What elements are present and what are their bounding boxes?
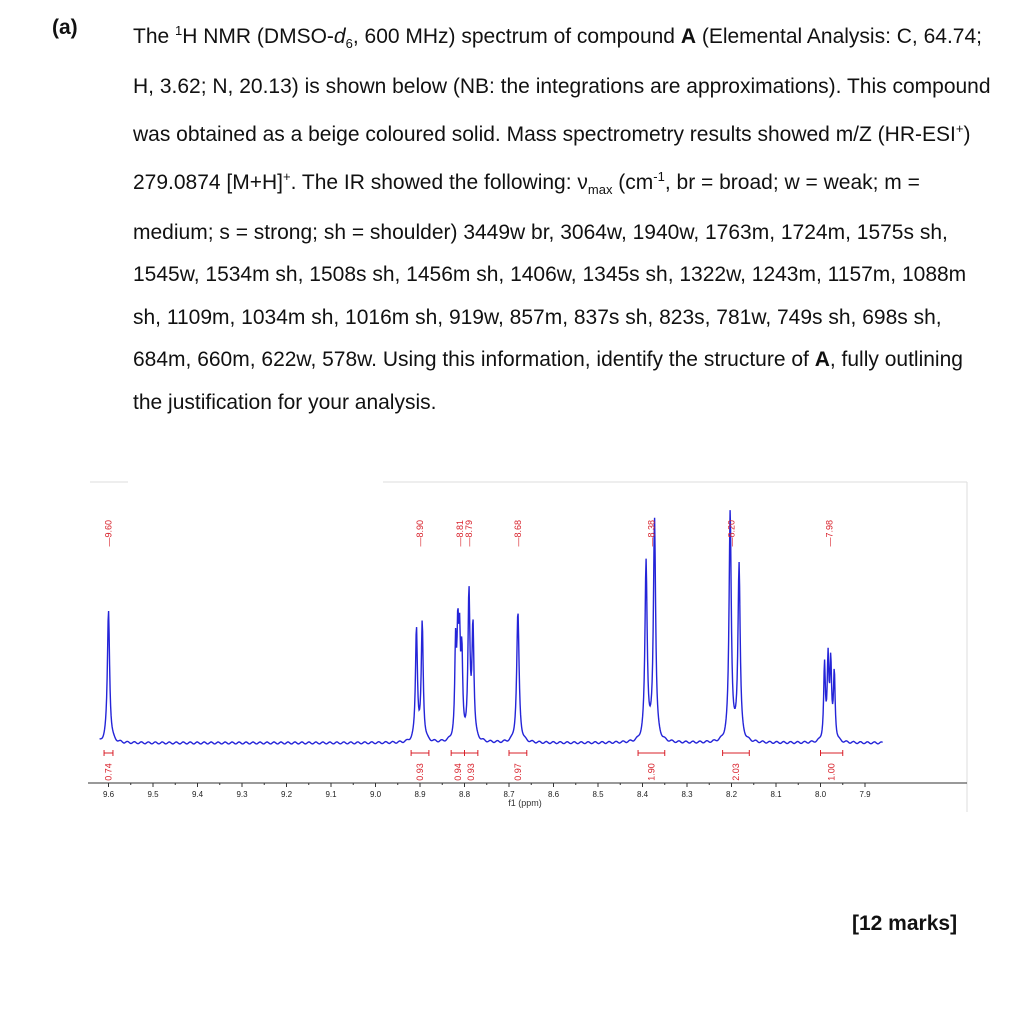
x-axis-label: f1 (ppm) (508, 798, 542, 808)
integration-value: 0.94 (452, 763, 463, 781)
integration-value: 0.93 (415, 763, 425, 781)
integration-value: 2.03 (730, 763, 741, 781)
peak-label (727, 520, 737, 547)
x-tick-label: 9.5 (147, 790, 159, 799)
integration-region (509, 750, 527, 781)
integration-value: 1.00 (826, 763, 837, 781)
integration-value: 1.90 (646, 763, 657, 781)
question-text (133, 10, 993, 424)
integration-value: 0.74 (103, 763, 114, 781)
peak-label-text: —8.90 (415, 520, 425, 547)
x-tick-label: 8.5 (592, 790, 604, 799)
peak-label-text: —8.38 (646, 520, 657, 547)
x-tick-label: 9.3 (236, 790, 248, 799)
peak-label (415, 520, 425, 547)
x-tick-label: 7.9 (859, 790, 871, 799)
integration-value: 0.93 (466, 763, 477, 781)
x-tick-label: 9.4 (191, 790, 204, 799)
x-tick-label: 9.6 (102, 790, 115, 799)
nmr-spectrum-chart (0, 470, 1011, 830)
integration-region (451, 750, 464, 781)
x-axis-ticks (103, 783, 871, 799)
peak-label (824, 520, 834, 547)
compound-label: A (814, 348, 830, 372)
peak-label (513, 520, 523, 547)
x-tick-label: 8.0 (814, 790, 827, 799)
question-label: (a) (52, 16, 78, 39)
x-tick-label: 9.1 (325, 790, 337, 799)
integration-region (821, 750, 843, 781)
peak-label-text: —8.68 (512, 520, 523, 547)
x-tick-label: 8.9 (414, 790, 426, 799)
peak-label-text: —8.20 (726, 520, 737, 547)
x-tick-label: 8.6 (547, 790, 560, 799)
x-tick-label: 8.8 (458, 790, 471, 799)
x-tick-label: 8.4 (636, 790, 649, 799)
peak-label (104, 520, 114, 547)
marks-label: [12 marks] (852, 912, 958, 935)
integration-region (723, 750, 750, 781)
integration-region (411, 750, 429, 781)
integration-value: 0.97 (512, 763, 523, 781)
integration-region (638, 750, 665, 781)
peak-label-text: —9.60 (103, 520, 114, 547)
peak-label-text: —7.98 (824, 520, 835, 547)
peak-label-text: —8.79 (463, 520, 474, 547)
x-tick-label: 8.1 (770, 790, 782, 799)
peak-label-text: —8.81 (455, 520, 466, 547)
x-tick-label: 8.3 (681, 790, 693, 799)
x-tick-label: 9.0 (369, 790, 382, 799)
x-tick-label: 8.2 (725, 790, 738, 799)
peak-label-group (104, 520, 835, 547)
question-paragraph: The $^1$H NMR ($DMSO-d_6$, 600 MHz) spectrum of compound A (Elemental Analysis: C, 64.74; H, 3.62; N, 20.13) is shown below (NB: the integrations are approximations). This compound was obtained as a beige coloured solid. Mass spectrometry results showed m/Z (HR-ESI+) 279.0874 [M+H]+. The IR showed the following: $\nu_{max}$ ($cm^{-1}$, br = broad; w = weak; m = medium; s = strong; sh = shoulder) 3449w br, 3064w, 1940w, 1763m, 1724m, 1575s sh, 1545w, 1534m sh, 1508s sh, 1456m sh, 1406w, 1345s sh, 1322w, 1243m, 1157m, 1088m sh, 1109m, 1034m sh, 1016m sh, 919w, 857m, 837s sh, 823s, 781w, 749s sh, 698s sh, 684m, 660m, 622w, 578w. Using this information, identify the structure of A, fully outlining the justification for your analysis. (133, 23, 991, 414)
integration-region (465, 750, 478, 781)
peak-label (646, 520, 656, 547)
integration-region (104, 750, 114, 781)
integration-group (104, 750, 843, 781)
compound-label: A (680, 25, 696, 48)
x-tick-label: 8.7 (503, 790, 515, 799)
spectrum-trace (100, 510, 883, 744)
x-tick-label: 9.2 (280, 790, 293, 799)
peak-label (464, 520, 474, 547)
